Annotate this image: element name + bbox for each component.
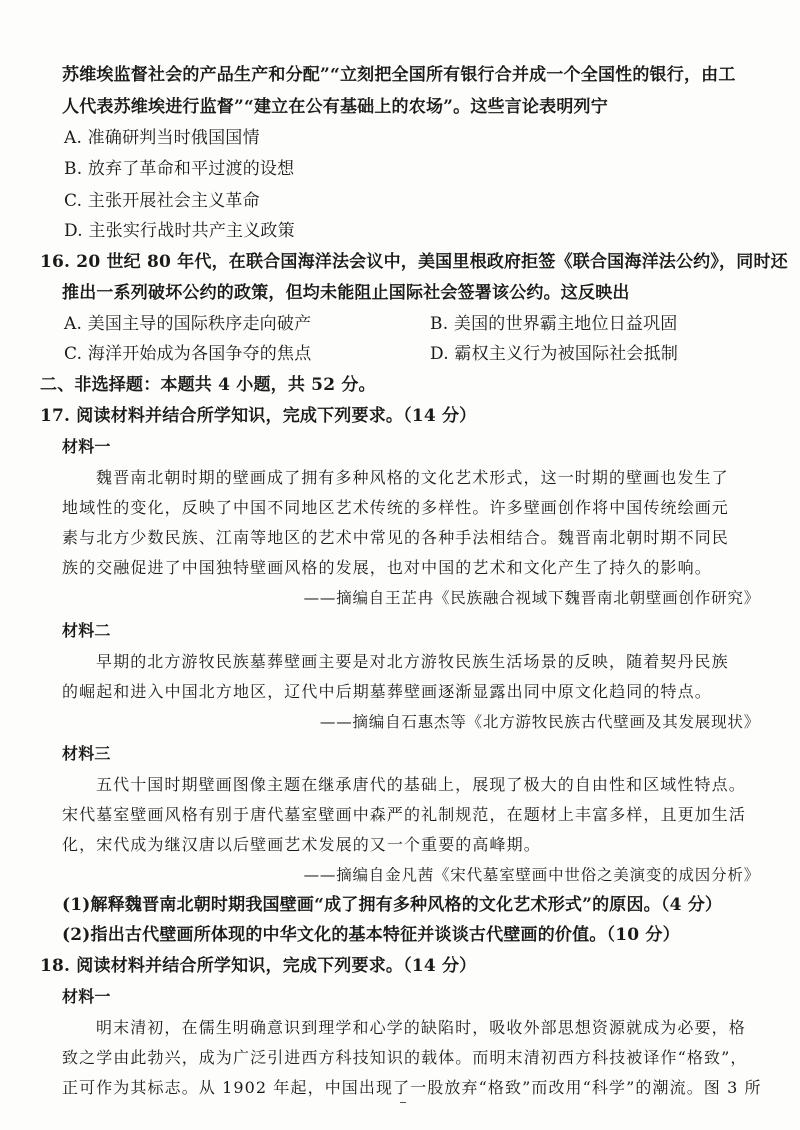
q16-stem-line-1: 16. 20 世纪 80 年代，在联合国海洋法会议中，美国里根政府拒签《联合国海洋法公约》，同时还 [40, 252, 788, 272]
q16-options-row-1 [64, 311, 762, 337]
q17-ask-1: (1)解释魏晋南北朝时期我国壁画“成了拥有多种风格的文化艺术形式”的原因。（4 分） [62, 895, 723, 915]
q17-material-3-line-3: 化，宋代成为继汉唐以后壁画艺术发展的又一个重要的高峰期。 [62, 835, 541, 854]
q16-option-d[interactable]: D. 霸权主义行为被国际社会抵制 [430, 344, 679, 364]
q17-material-2-source: ——摘编自石惠杰等《北方游牧民族古代壁画及其发展现状》 [319, 713, 760, 731]
q16-option-a[interactable]: A. 美国主导的国际秩序走向破产 [64, 314, 312, 334]
q15-option-d[interactable]: D. 主张实行战时共产主义政策 [64, 221, 295, 241]
section-2-heading: 二、非选择题：本题共 4 小题，共 52 分。 [40, 375, 376, 395]
q15-stem-line-2: 人代表苏维埃进行监督”“建立在公有基础上的农场”。这些言论表明列宁 [62, 97, 608, 117]
q18-material-1-line-1: 明末清初，在儒生明确意识到理学和心学的缺陷时，吸收外部思想资源就成为必要，格 [96, 1018, 746, 1037]
q16-options-row-2 [64, 341, 762, 367]
q16-option-c[interactable]: C. 海洋开始成为各国争夺的焦点 [64, 344, 312, 364]
q17-material-3-source: ——摘编自金凡茜《宋代墓室壁画中世俗之美演变的成因分析》 [303, 866, 760, 884]
q17-material-1-source: ——摘编自王芷冉《民族融合视域下魏晋南北朝壁画创作研究》 [303, 589, 760, 607]
q16-option-b[interactable]: B. 美国的世界霸主地位日益巩固 [430, 314, 678, 334]
q17-material-1-line-2: 地域性的变化，反映了中国不同地区艺术传统的多样性。许多壁画创作将中国传统绘画元 [62, 498, 729, 517]
q17-material-2-line-1: 早期的北方游牧民族墓葬壁画主要是对北方游牧民族生活场景的反映，随着契丹民族 [96, 652, 729, 671]
q17-material-2-line-2: 的崛起和进入中国北方地区，辽代中后期墓葬壁画逐渐显露出同中原文化趋同的特点。 [62, 682, 712, 701]
q15-option-b[interactable]: B. 放弃了革命和平过渡的设想 [64, 159, 295, 179]
q15-option-c[interactable]: C. 主张开展社会主义革命 [64, 191, 260, 211]
q17-material-1-label: 材料一 [62, 437, 111, 456]
page-footer-dash [400, 1102, 406, 1103]
q16-stem-line-2: 推出一系列破坏公约的政策，但均未能阻止国际社会签署该公约。这反映出 [62, 283, 630, 303]
q17-material-1-line-3: 素与北方少数民族、江南等地区的艺术中常见的各种手法相结合。魏晋南北朝时期不同民 [62, 528, 729, 547]
q18-material-1-line-2: 致之学由此勃兴，成为广泛引进西方科技知识的载体。而明末清初西方科技被译作“格致”， [62, 1048, 748, 1067]
q15-option-a[interactable]: A. 准确研判当时俄国国情 [64, 128, 260, 148]
q17-material-3-line-2: 宋代墓室壁画风格有别于唐代墓室壁画中森严的礼制规范，在题材上丰富多样，且更加生活 [62, 805, 747, 824]
q18-title: 18. 阅读材料并结合所学知识，完成下列要求。（14 分） [40, 956, 477, 976]
q18-material-1-label: 材料一 [62, 987, 111, 1006]
q17-material-3-line-1: 五代十国时期壁画图像主题在继承唐代的基础上，展现了极大的自由性和区域性特点。 [96, 775, 746, 794]
q17-material-3-label: 材料三 [62, 744, 111, 763]
q15-stem-line-1: 苏维埃监督社会的产品生产和分配”“立刻把全国所有银行合并成一个全国性的银行，由工 [62, 65, 736, 85]
q17-ask-2: (2)指出古代壁画所体现的中华文化的基本特征并谈谈古代壁画的价值。（10 分） [62, 925, 680, 945]
q17-title: 17. 阅读材料并结合所学知识，完成下列要求。（14 分） [40, 406, 477, 426]
q17-material-2-label: 材料二 [62, 621, 111, 640]
q17-material-1-line-1: 魏晋南北朝时期的壁画成了拥有多种风格的文化艺术形式，这一时期的壁画也发生了 [96, 468, 729, 487]
q17-material-1-line-4: 族的交融促进了中国独特壁画风格的发展，也对中国的艺术和文化产生了持久的影响。 [62, 558, 712, 577]
q18-material-1-line-3: 正可作为其标志。从 1902 年起，中国出现了一股放弃“格致”而改用“科学”的潮流。图 3 所 [62, 1078, 762, 1097]
